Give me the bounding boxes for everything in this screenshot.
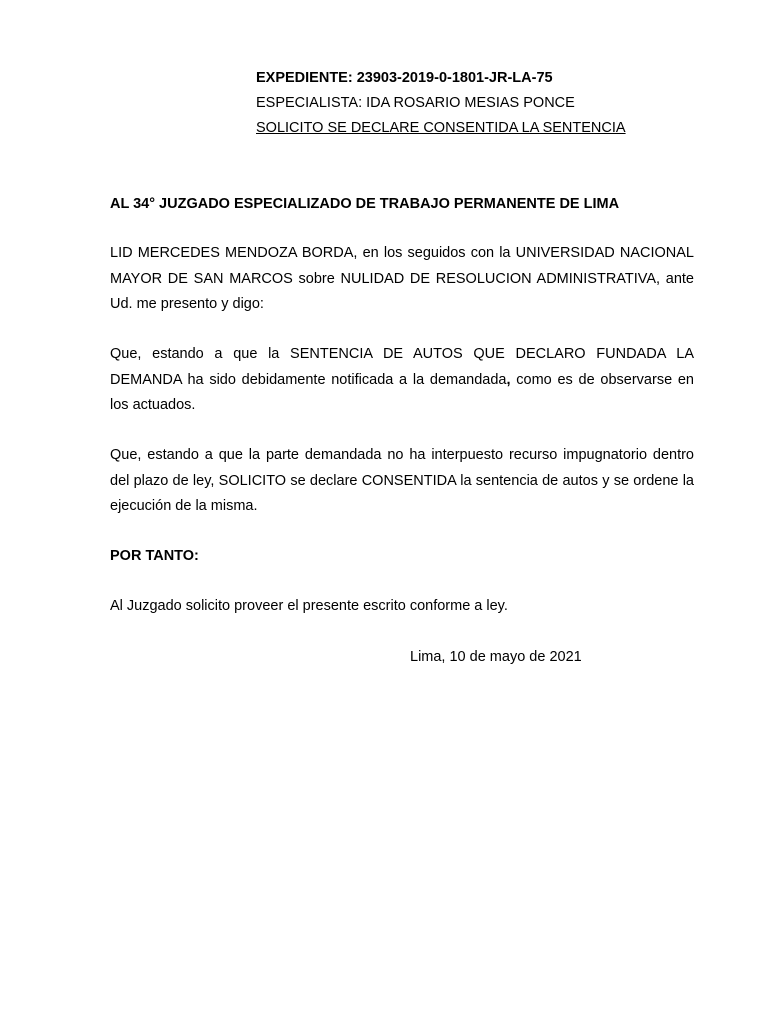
paragraph-notification-tail: como es de observarse en los actuados. <box>110 371 694 413</box>
paragraph-notification-comma: , <box>506 371 511 388</box>
paragraph-notification <box>110 342 694 419</box>
expediente-number: EXPEDIENTE: 23903-2019-0-1801-JR-LA-75 <box>256 70 553 86</box>
sumilla-request: SOLICITO SE DECLARE CONSENTIDA LA SENTENCIA <box>256 120 626 136</box>
por-tanto-heading: POR TANTO: <box>110 548 199 564</box>
paragraph-notification-main: Que, estando a que la SENTENCIA DE AUTOS QUE DECLARO FUNDADA LA DEMANDA ha sido debidamente notificada a la demandada <box>110 346 694 388</box>
especialista-name: ESPECIALISTA: IDA ROSARIO MESIAS PONCE <box>256 95 575 111</box>
closing-statement: Al Juzgado solicito proveer el presente escrito conforme a ley. <box>110 598 508 614</box>
paragraph-request: Que, estando a que la parte demandada no ha interpuesto recurso impugnatorio dentro del plazo de ley, SOLICITO se declare CONSENTIDA la sentencia de autos y se ordene la ejecución de la misma. <box>110 447 694 514</box>
place-and-date: Lima, 10 de mayo de 2021 <box>410 649 582 665</box>
header-block <box>256 66 716 141</box>
paragraph-introduction: LID MERCEDES MENDOZA BORDA, en los seguidos con la UNIVERSIDAD NACIONAL MAYOR DE SAN MARCOS sobre NULIDAD DE RESOLUCION ADMINISTRATIVA, ante Ud. me presento y digo: <box>110 245 694 312</box>
court-addressee: AL 34° JUZGADO ESPECIALIZADO DE TRABAJO PERMANENTE DE LIMA <box>110 196 620 212</box>
